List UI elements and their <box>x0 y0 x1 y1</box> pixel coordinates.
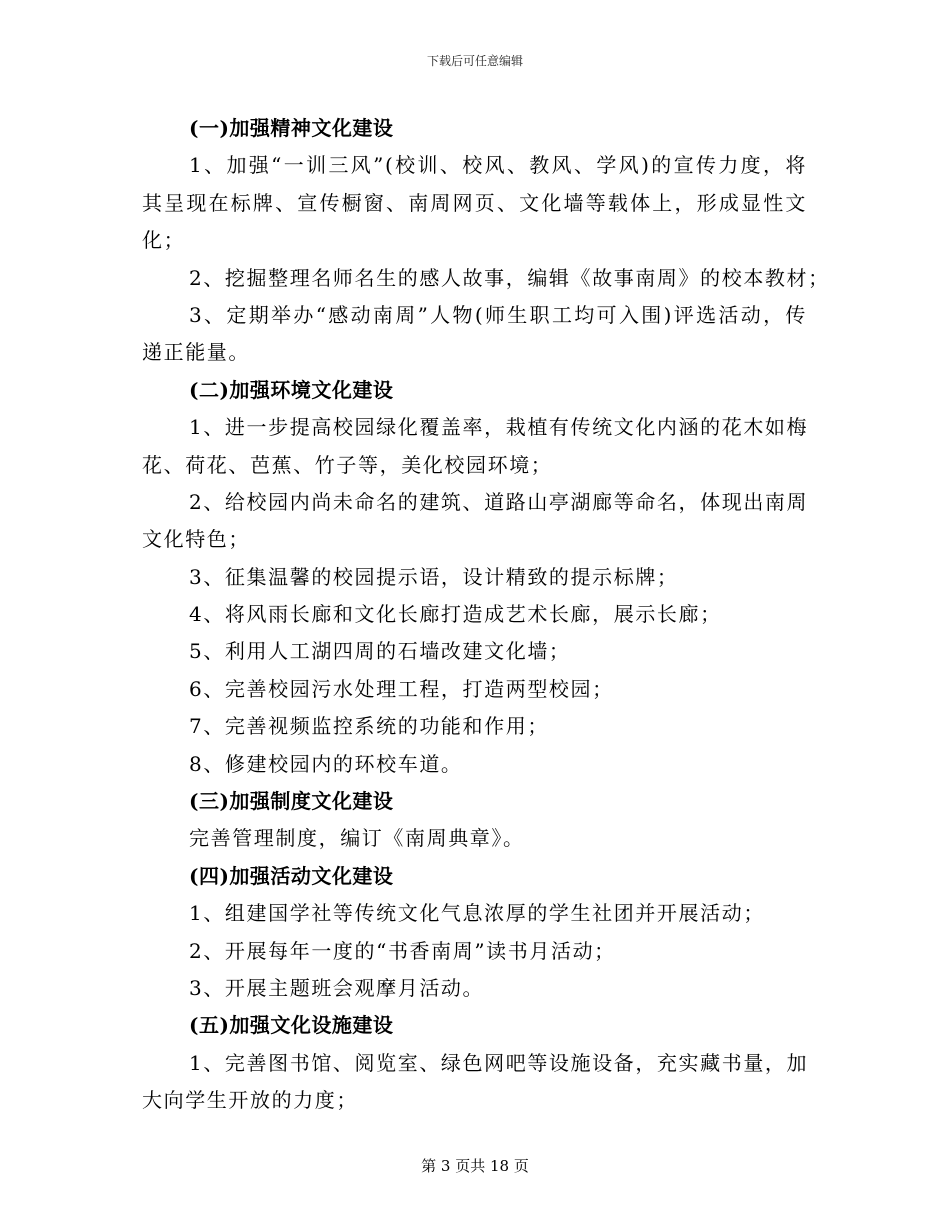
paragraph-line: 2、开展每年一度的“书香南周”读书月活动； <box>189 938 616 963</box>
paragraph-line: 5、利用人工湖四周的石墙改建文化墙； <box>189 639 571 664</box>
paragraph-line: 1、完善图书馆、阅览室、绿色网吧等设施设备，充实藏书量，加 <box>189 1050 809 1075</box>
document-body <box>142 110 830 1120</box>
page-header: 下载后可任意编辑 <box>426 54 523 68</box>
section-heading: (三)加强制度文化建设 <box>189 789 394 814</box>
paragraph-line: 完善管理制度，编订《南周典章》。 <box>189 826 525 851</box>
paragraph-line: 大向学生开放的力度； <box>142 1088 358 1113</box>
page-footer: 第 3 页共 18 页 <box>421 1157 529 1175</box>
paragraph-line: 8、修建校园内的环校车道。 <box>189 751 463 776</box>
paragraph-line: 文化特色； <box>142 527 250 552</box>
paragraph-line: 4、将风雨长廊和文化长廊打造成艺术长廊，展示长廊； <box>189 602 722 627</box>
paragraph-line: 2、给校园内尚未命名的建筑、道路山亭湖廊等命名，体现出南周 <box>189 489 809 514</box>
section-heading: (五)加强文化设施建设 <box>189 1013 394 1038</box>
paragraph-line: 1、加强“一训三风”(校训、校风、教风、学风)的宣传力度，将 <box>189 153 807 178</box>
paragraph-line: 3、开展主题班会观摩月活动。 <box>189 975 485 1000</box>
paragraph-line: 递正能量。 <box>142 340 250 365</box>
paragraph-line: 7、完善视频监控系统的功能和作用； <box>189 714 549 739</box>
section-heading: (一)加强精神文化建设 <box>189 116 394 140</box>
paragraph-line: 2、挖掘整理名师名生的感人故事，编辑《故事南周》的校本教材； <box>189 265 830 290</box>
section-heading: (二)加强环境文化建设 <box>189 377 394 402</box>
paragraph-line: 6、完善校园污水处理工程，打造两型校园； <box>189 676 614 701</box>
paragraph-line: 1、进一步提高校园绿化覆盖率，栽植有传统文化内涵的花木如梅 <box>189 415 809 440</box>
paragraph-line: 其呈现在标牌、宣传橱窗、南周网页、文化墙等载体上，形成显性文 <box>142 190 807 215</box>
paragraph-line: 3、定期举办“感动南周”人物(师生职工均可入围)评选活动，传 <box>189 302 807 327</box>
paragraph-line: 3、征集温馨的校园提示语，设计精致的提示标牌； <box>189 564 679 589</box>
paragraph-line: 1、组建国学社等传统文化气息浓厚的学生社团并开展活动； <box>189 901 765 926</box>
section-heading: (四)加强活动文化建设 <box>189 863 394 888</box>
paragraph-line: 化； <box>142 228 186 253</box>
paragraph-line: 花、荷花、芭蕉、竹子等，美化校园环境； <box>142 452 553 477</box>
